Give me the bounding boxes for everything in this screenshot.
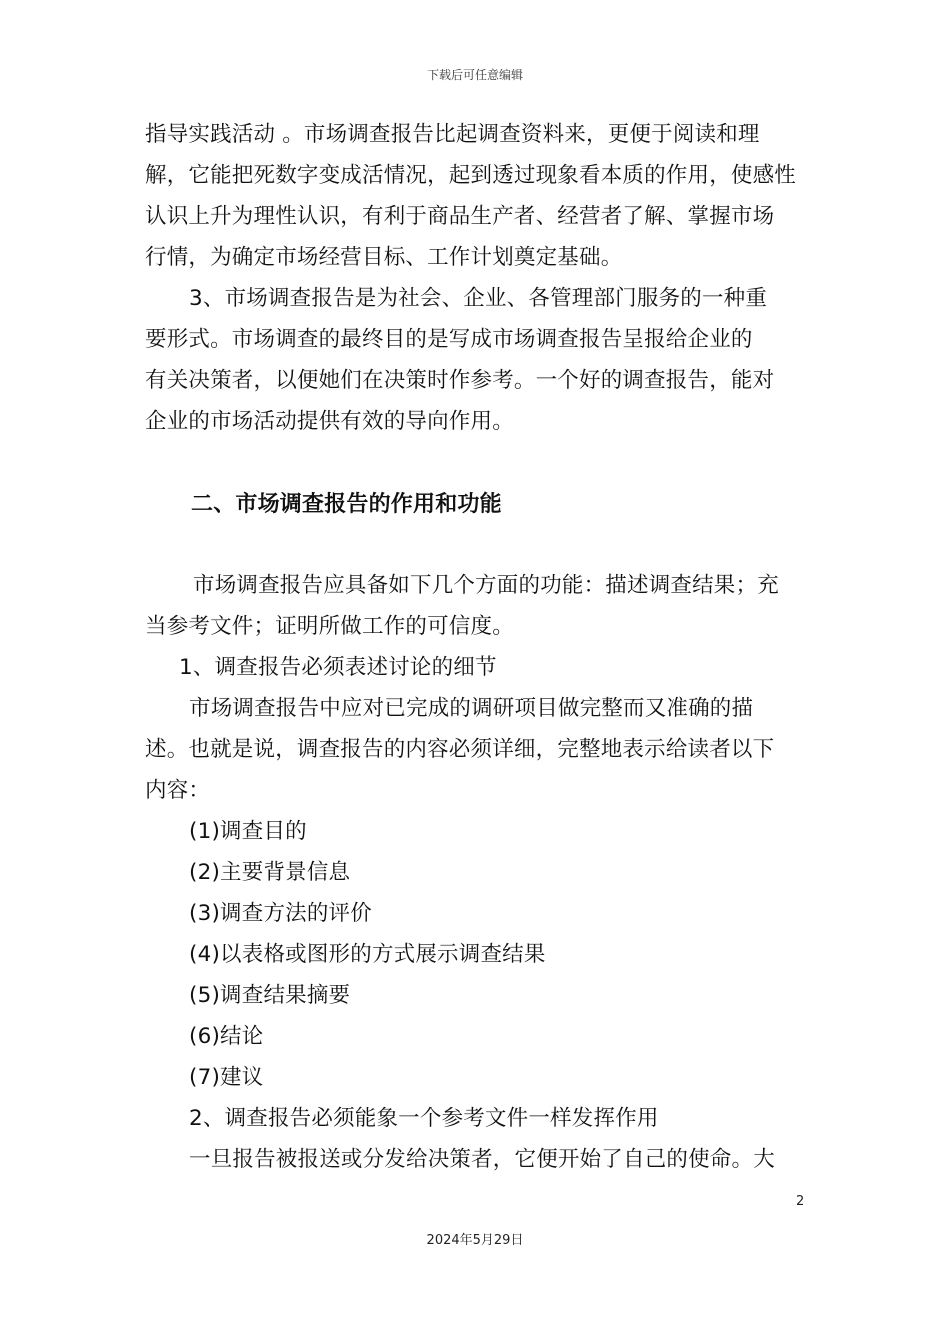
- footer-date: 2024年5月29日: [426, 1233, 524, 1248]
- content-list: [145, 811, 813, 1098]
- list-item: (2)主要背景信息: [189, 860, 351, 885]
- list-item: (1)调查目的: [189, 819, 307, 844]
- text-line: 认识上升为理性认识，有利于商品生产者、经营者了解、掌握市场: [145, 204, 775, 229]
- text-line: 市场调查报告应具备如下几个方面的功能：描述调查结果；充: [193, 573, 779, 598]
- text-line: 述。也就是说，调查报告的内容必须详细，完整地表示给读者以下: [145, 737, 775, 762]
- document-body: [145, 114, 813, 1180]
- list-item: (6)结论: [189, 1024, 264, 1049]
- paragraph-2: [145, 278, 813, 442]
- text-line: 解，它能把死数字变成活情况，起到透过现象看本质的作用，使感性: [145, 163, 797, 188]
- text-line: 3、市场调查报告是为社会、企业、各管理部门服务的一种重: [189, 286, 768, 311]
- paragraph-5: [145, 1139, 813, 1180]
- text-line: 要形式。市场调查的最终目的是写成市场调查报告呈报给企业的: [145, 327, 753, 352]
- text-line: 市场调查报告中应对已完成的调研项目做完整而又准确的描: [189, 696, 754, 721]
- section-heading: 二、市场调查报告的作用和功能: [191, 492, 502, 517]
- item-2-title: 2、调查报告必须能象一个参考文件一样发挥作用: [189, 1106, 659, 1131]
- list-item: (4)以表格或图形的方式展示调查结果: [189, 942, 546, 967]
- list-item: (3)调查方法的评价: [189, 901, 372, 926]
- text-line: 当参考文件；证明所做工作的可信度。: [145, 614, 514, 639]
- text-line: 行情，为确定市场经营目标、工作计划奠定基础。: [145, 245, 623, 270]
- paragraph-3: [145, 565, 813, 647]
- page-header-note: 下载后可任意编辑: [426, 68, 523, 82]
- text-line: 企业的市场活动提供有效的导向作用。: [145, 409, 514, 434]
- text-line: 指导实践活动 。市场调查报告比起调查资料来，更便于阅读和理: [145, 122, 760, 147]
- paragraph-1: [145, 114, 813, 278]
- list-item: (7)建议: [189, 1065, 264, 1090]
- paragraph-4: [145, 688, 813, 811]
- item-1-title: 1、调查报告必须表述讨论的细节: [179, 655, 497, 680]
- page-number: 2: [796, 1194, 805, 1209]
- list-item: (5)调查结果摘要: [189, 983, 351, 1008]
- text-line: 内容：: [145, 778, 211, 803]
- text-line: 有关决策者，以便她们在决策时作参考。一个好的调查报告，能对: [145, 368, 775, 393]
- text-line: 一旦报告被报送或分发给决策者，它便开始了自己的使命。大: [189, 1147, 775, 1172]
